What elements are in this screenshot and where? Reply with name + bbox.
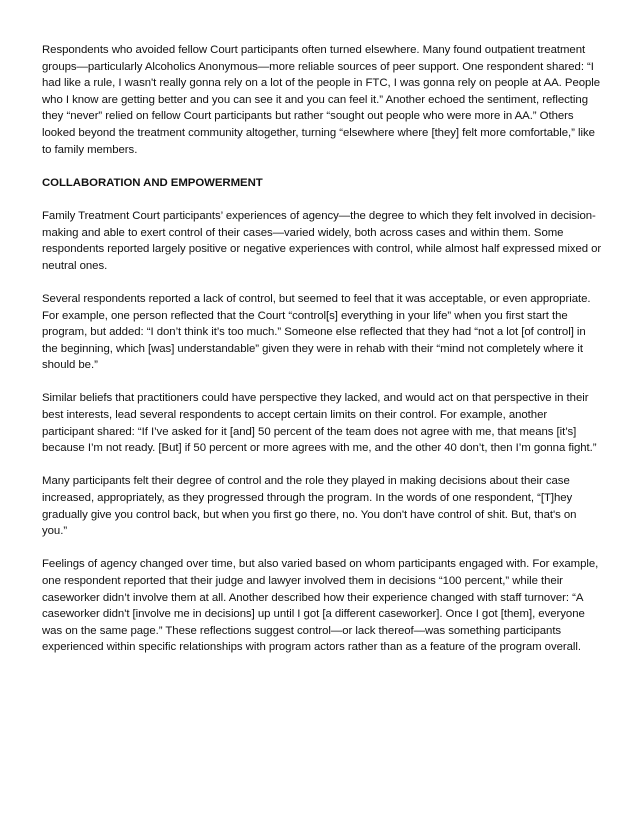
body-paragraph: Similar beliefs that practitioners could have perspective they lacked, and would act on that perspective in their best interests, lead several respondents to accept certain limits on their control. For example, another participant shared: “If I’ve asked for it [and] 50 percent of the team does not agree with me, that means [it’s] because I’m not ready. [But] if 50 percent or more agrees with me, and the other 40 don’t, then I’m gonna fight.” (42, 392, 597, 455)
body-paragraph: Feelings of agency changed over time, but also varied based on whom participants engaged with. For example, one respondent reported that their judge and lawyer involved them in decisions “100 percent,” while their caseworker didn’t involve them at all. Another described how their experience changed with staff turnover: “A caseworker didn't [involve me in decisions] up until I got [a different caseworker]. Once I got [them], everyone was on the same page.” These reflections suggest control—or lack thereof—was something participants experienced within specific relationships with program actors rather than as a feature of the program overall. (42, 558, 599, 654)
section-heading: COLLABORATION AND EMPOWERMENT (42, 176, 263, 189)
body-paragraph: Many participants felt their degree of control and the role they played in making decisions about their case increased, appropriately, as they progressed through the program. In the words of one respondent, “[T]hey gradually give you control back, but when you first go there, no. You don't have control of shit. But, that's on you.” (42, 475, 577, 538)
body-paragraph: Family Treatment Court participants’ experiences of agency—the degree to which they felt involved in decision-making and able to exert control of their cases—varied widely, both across cases and within them. Some respondents reported largely positive or negative experiences with control, while almost half expressed mixed or neutral ones. (42, 209, 602, 272)
intro-paragraph: Respondents who avoided fellow Court participants often turned elsewhere. Many found outpatient treatment groups—particularly Alcoholics Anonymous—more reliable sources of peer support. One respondent shared: “I had like a rule, I wasn't really gonna rely on a lot of the people in FTC, I was gonna rely on people at AA. People who I know are getting better and you can see it and you can feel it.” Another echoed the sentiment, reflecting they “never” relied on fellow Court participants but rather “sought out people who were more in AA.” Others looked beyond the treatment community altogether, turning “elsewhere where [they] felt more comfortable,” like to family members. (42, 44, 601, 156)
body-paragraph: Several respondents reported a lack of control, but seemed to feel that it was acceptable, or even appropriate. For example, one person reflected that the Court “control[s] everything in your life” when you first start the program, but added: “I don’t think it’s too much.” Someone else reflected that they had “not a lot [of control] in the beginning, which [was] understandable” given they were in rehab with their “mind not completely where it should be.” (42, 292, 591, 372)
document-page (42, 42, 602, 673)
